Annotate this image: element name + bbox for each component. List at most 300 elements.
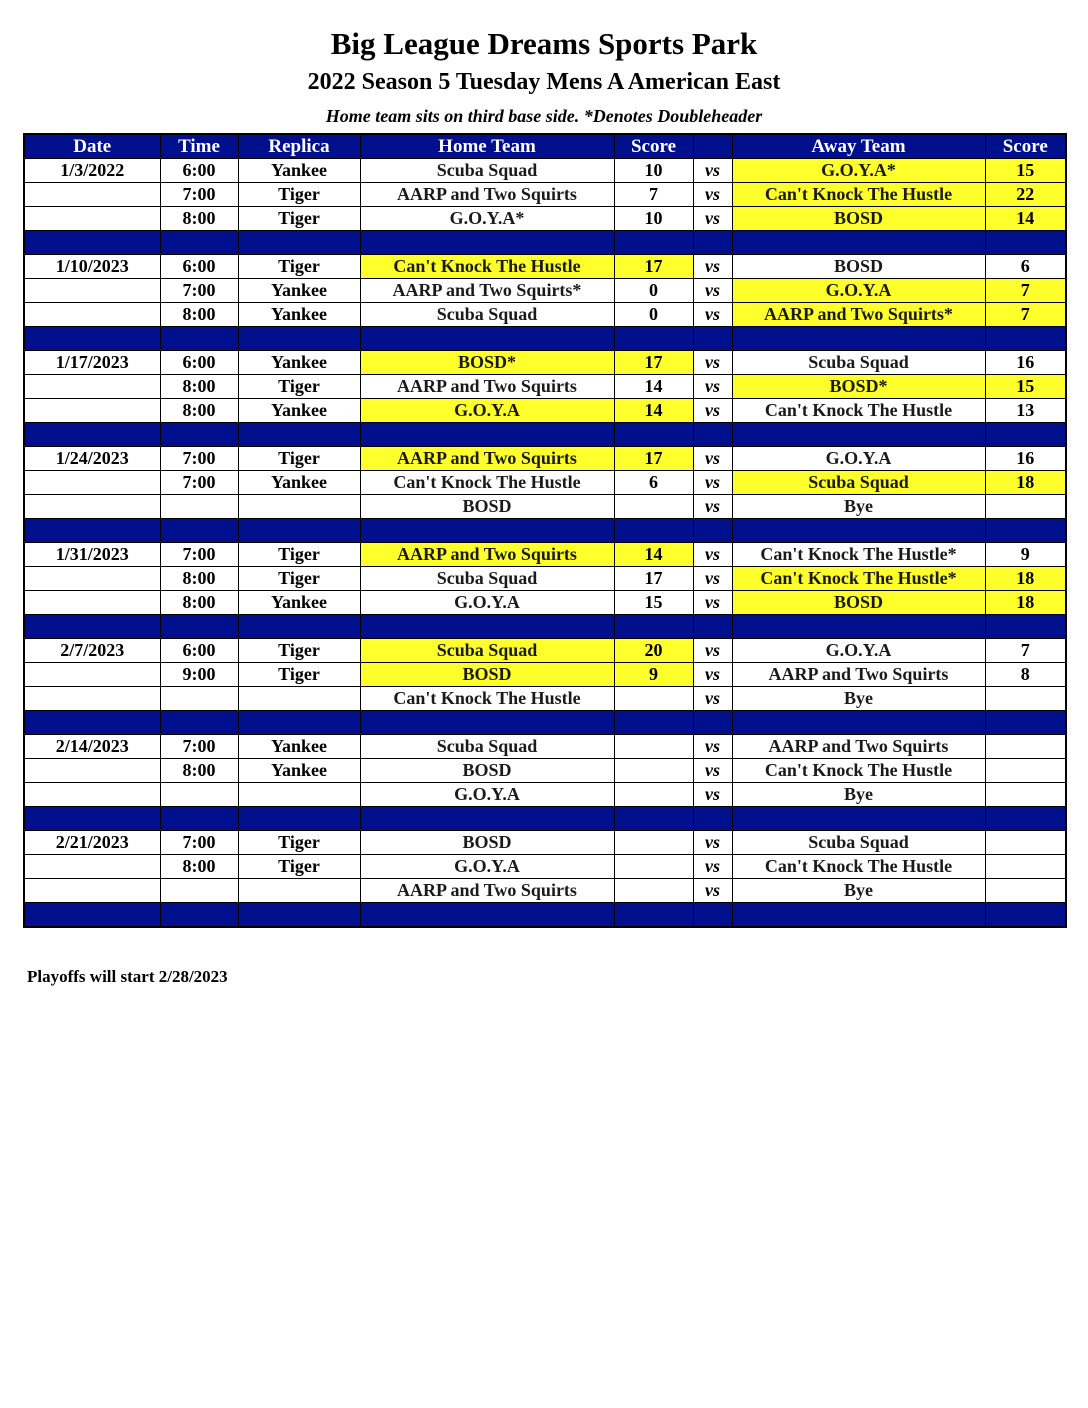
separator-cell: [693, 615, 732, 639]
date-cell: [24, 399, 160, 423]
time-cell: 9:00: [160, 663, 238, 687]
separator-cell: [24, 423, 160, 447]
game-row: [24, 783, 1066, 807]
game-row: [24, 351, 1066, 375]
separator-cell: [614, 231, 693, 255]
vs-label: vs: [693, 159, 732, 183]
separator-cell: [732, 807, 985, 831]
col-header-vs: [693, 134, 732, 159]
replica-cell: Tiger: [238, 255, 360, 279]
separator-cell: [732, 711, 985, 735]
game-row: [24, 543, 1066, 567]
separator-cell: [693, 807, 732, 831]
away-score-cell: [985, 831, 1066, 855]
game-row: [24, 831, 1066, 855]
week-separator: [24, 327, 1066, 351]
away-team-cell: Can't Knock The Hustle*: [732, 567, 985, 591]
game-row: [24, 471, 1066, 495]
separator-cell: [614, 903, 693, 928]
separator-cell: [693, 423, 732, 447]
separator-cell: [160, 903, 238, 928]
replica-cell: Tiger: [238, 639, 360, 663]
away-score-cell: 16: [985, 447, 1066, 471]
home-team-cell: Scuba Squad: [360, 303, 614, 327]
separator-cell: [732, 423, 985, 447]
home-score-cell: 10: [614, 207, 693, 231]
home-score-cell: 7: [614, 183, 693, 207]
game-row: [24, 687, 1066, 711]
game-row: [24, 255, 1066, 279]
replica-cell: Yankee: [238, 591, 360, 615]
separator-cell: [732, 615, 985, 639]
separator-cell: [614, 423, 693, 447]
away-score-cell: [985, 855, 1066, 879]
game-row: [24, 375, 1066, 399]
home-score-cell: 15: [614, 591, 693, 615]
date-cell: 1/10/2023: [24, 255, 160, 279]
vs-label: vs: [693, 447, 732, 471]
home-team-cell: AARP and Two Squirts: [360, 447, 614, 471]
col-header-away-team: Away Team: [732, 134, 985, 159]
time-cell: 7:00: [160, 279, 238, 303]
time-cell: 8:00: [160, 855, 238, 879]
away-team-cell: G.O.Y.A: [732, 639, 985, 663]
time-cell: 8:00: [160, 591, 238, 615]
home-score-cell: [614, 495, 693, 519]
separator-cell: [693, 903, 732, 928]
away-team-cell: G.O.Y.A*: [732, 159, 985, 183]
home-team-cell: G.O.Y.A: [360, 399, 614, 423]
date-cell: [24, 303, 160, 327]
replica-cell: Tiger: [238, 207, 360, 231]
game-row: [24, 639, 1066, 663]
replica-cell: Tiger: [238, 543, 360, 567]
time-cell: 8:00: [160, 399, 238, 423]
separator-cell: [160, 711, 238, 735]
replica-cell: Yankee: [238, 759, 360, 783]
away-team-cell: BOSD: [732, 591, 985, 615]
page-subtitle: 2022 Season 5 Tuesday Mens A American East: [307, 69, 781, 95]
vs-label: vs: [693, 759, 732, 783]
time-cell: 8:00: [160, 567, 238, 591]
away-score-cell: 15: [985, 375, 1066, 399]
home-score-cell: [614, 855, 693, 879]
time-cell: 7:00: [160, 543, 238, 567]
separator-cell: [614, 711, 693, 735]
separator-cell: [160, 423, 238, 447]
game-row: [24, 495, 1066, 519]
separator-cell: [985, 807, 1066, 831]
replica-cell: Yankee: [238, 399, 360, 423]
away-score-cell: 9: [985, 543, 1066, 567]
col-header-home-team: Home Team: [360, 134, 614, 159]
game-row: [24, 207, 1066, 231]
home-team-cell: G.O.Y.A: [360, 591, 614, 615]
home-team-cell: Scuba Squad: [360, 159, 614, 183]
replica-cell: Tiger: [238, 183, 360, 207]
date-cell: [24, 855, 160, 879]
home-team-cell: G.O.Y.A: [360, 855, 614, 879]
time-cell: [160, 495, 238, 519]
game-row: [24, 591, 1066, 615]
separator-cell: [238, 807, 360, 831]
home-score-cell: 9: [614, 663, 693, 687]
away-score-cell: [985, 735, 1066, 759]
separator-cell: [693, 519, 732, 543]
date-cell: [24, 567, 160, 591]
away-score-cell: [985, 759, 1066, 783]
home-score-cell: 17: [614, 447, 693, 471]
separator-cell: [160, 519, 238, 543]
away-score-cell: 13: [985, 399, 1066, 423]
time-cell: 7:00: [160, 471, 238, 495]
home-score-cell: 0: [614, 279, 693, 303]
away-score-cell: 18: [985, 567, 1066, 591]
separator-cell: [360, 327, 614, 351]
separator-cell: [732, 519, 985, 543]
date-cell: 1/31/2023: [24, 543, 160, 567]
vs-label: vs: [693, 831, 732, 855]
away-team-cell: Bye: [732, 687, 985, 711]
home-score-cell: 10: [614, 159, 693, 183]
home-score-cell: [614, 687, 693, 711]
header-row: [24, 134, 1066, 159]
game-row: [24, 447, 1066, 471]
date-cell: [24, 471, 160, 495]
separator-cell: [985, 231, 1066, 255]
time-cell: 6:00: [160, 159, 238, 183]
away-team-cell: Can't Knock The Hustle: [732, 855, 985, 879]
separator-cell: [238, 327, 360, 351]
home-team-cell: G.O.Y.A: [360, 783, 614, 807]
home-team-cell: BOSD: [360, 663, 614, 687]
date-cell: [24, 759, 160, 783]
home-team-cell: BOSD: [360, 831, 614, 855]
home-team-cell: AARP and Two Squirts: [360, 879, 614, 903]
home-score-cell: [614, 783, 693, 807]
date-cell: [24, 783, 160, 807]
col-header-home-score: Score: [614, 134, 693, 159]
time-cell: 8:00: [160, 303, 238, 327]
replica-cell: Yankee: [238, 351, 360, 375]
separator-cell: [732, 327, 985, 351]
date-cell: [24, 879, 160, 903]
separator-cell: [24, 615, 160, 639]
vs-label: vs: [693, 879, 732, 903]
separator-cell: [160, 327, 238, 351]
separator-cell: [238, 423, 360, 447]
playoffs-note: Playoffs will start 2/28/2023: [27, 967, 228, 986]
replica-cell: Tiger: [238, 447, 360, 471]
replica-cell: Yankee: [238, 303, 360, 327]
time-cell: 8:00: [160, 375, 238, 399]
time-cell: 8:00: [160, 759, 238, 783]
page-title: Big League Dreams Sports Park: [330, 26, 758, 61]
separator-cell: [732, 231, 985, 255]
home-score-cell: [614, 735, 693, 759]
time-cell: 6:00: [160, 639, 238, 663]
date-cell: 1/3/2022: [24, 159, 160, 183]
home-score-cell: 17: [614, 351, 693, 375]
schedule-body: [24, 159, 1066, 928]
home-score-cell: 0: [614, 303, 693, 327]
time-cell: 8:00: [160, 207, 238, 231]
away-team-cell: AARP and Two Squirts*: [732, 303, 985, 327]
home-team-cell: Can't Knock The Hustle: [360, 471, 614, 495]
time-cell: 7:00: [160, 183, 238, 207]
time-cell: 7:00: [160, 735, 238, 759]
date-cell: 2/7/2023: [24, 639, 160, 663]
away-team-cell: Scuba Squad: [732, 471, 985, 495]
game-row: [24, 663, 1066, 687]
date-cell: [24, 183, 160, 207]
away-score-cell: [985, 879, 1066, 903]
separator-cell: [238, 519, 360, 543]
time-cell: 7:00: [160, 831, 238, 855]
away-team-cell: G.O.Y.A: [732, 447, 985, 471]
replica-cell: Tiger: [238, 831, 360, 855]
home-score-cell: 14: [614, 375, 693, 399]
vs-label: vs: [693, 855, 732, 879]
away-score-cell: 7: [985, 639, 1066, 663]
home-team-cell: AARP and Two Squirts: [360, 183, 614, 207]
home-score-cell: 14: [614, 399, 693, 423]
game-row: [24, 855, 1066, 879]
vs-label: vs: [693, 399, 732, 423]
week-separator: [24, 615, 1066, 639]
date-cell: 1/17/2023: [24, 351, 160, 375]
week-separator: [24, 903, 1066, 928]
replica-cell: Yankee: [238, 735, 360, 759]
col-header-away-score: Score: [985, 134, 1066, 159]
separator-cell: [614, 327, 693, 351]
vs-label: vs: [693, 543, 732, 567]
home-score-cell: [614, 759, 693, 783]
home-score-cell: 17: [614, 255, 693, 279]
schedule-table: [23, 133, 1067, 928]
away-team-cell: Can't Knock The Hustle: [732, 183, 985, 207]
week-separator: [24, 519, 1066, 543]
separator-cell: [24, 519, 160, 543]
vs-label: vs: [693, 735, 732, 759]
separator-cell: [24, 327, 160, 351]
date-cell: [24, 663, 160, 687]
home-team-cell: Scuba Squad: [360, 735, 614, 759]
date-cell: 2/14/2023: [24, 735, 160, 759]
date-cell: 2/21/2023: [24, 831, 160, 855]
date-cell: [24, 495, 160, 519]
separator-cell: [360, 807, 614, 831]
date-cell: [24, 591, 160, 615]
home-team-cell: BOSD: [360, 759, 614, 783]
away-team-cell: AARP and Two Squirts: [732, 663, 985, 687]
separator-cell: [238, 711, 360, 735]
home-team-cell: BOSD: [360, 495, 614, 519]
game-row: [24, 759, 1066, 783]
separator-cell: [985, 423, 1066, 447]
vs-label: vs: [693, 663, 732, 687]
vs-label: vs: [693, 471, 732, 495]
away-score-cell: 8: [985, 663, 1066, 687]
away-team-cell: Scuba Squad: [732, 831, 985, 855]
away-team-cell: BOSD*: [732, 375, 985, 399]
separator-cell: [360, 711, 614, 735]
doubleheader-note: Home team sits on third base side. *Denotes Doubleheader: [325, 106, 763, 126]
away-team-cell: BOSD: [732, 255, 985, 279]
col-header-time: Time: [160, 134, 238, 159]
home-team-cell: AARP and Two Squirts: [360, 375, 614, 399]
home-score-cell: [614, 831, 693, 855]
separator-cell: [360, 903, 614, 928]
vs-label: vs: [693, 687, 732, 711]
replica-cell: Yankee: [238, 471, 360, 495]
home-team-cell: BOSD*: [360, 351, 614, 375]
home-score-cell: 6: [614, 471, 693, 495]
away-score-cell: 22: [985, 183, 1066, 207]
separator-cell: [238, 231, 360, 255]
game-row: [24, 183, 1066, 207]
time-cell: [160, 687, 238, 711]
away-score-cell: 16: [985, 351, 1066, 375]
col-header-date: Date: [24, 134, 160, 159]
away-team-cell: Bye: [732, 879, 985, 903]
home-team-cell: Can't Knock The Hustle: [360, 255, 614, 279]
away-score-cell: 18: [985, 591, 1066, 615]
col-header-replica: Replica: [238, 134, 360, 159]
separator-cell: [614, 615, 693, 639]
separator-cell: [985, 519, 1066, 543]
week-separator: [24, 711, 1066, 735]
game-row: [24, 567, 1066, 591]
separator-cell: [614, 519, 693, 543]
vs-label: vs: [693, 255, 732, 279]
vs-label: vs: [693, 591, 732, 615]
vs-label: vs: [693, 207, 732, 231]
home-score-cell: 14: [614, 543, 693, 567]
game-row: [24, 279, 1066, 303]
away-team-cell: Can't Knock The Hustle*: [732, 543, 985, 567]
date-cell: [24, 279, 160, 303]
date-cell: [24, 207, 160, 231]
separator-cell: [160, 807, 238, 831]
away-score-cell: [985, 495, 1066, 519]
vs-label: vs: [693, 303, 732, 327]
week-separator: [24, 807, 1066, 831]
date-cell: 1/24/2023: [24, 447, 160, 471]
home-team-cell: G.O.Y.A*: [360, 207, 614, 231]
separator-cell: [160, 231, 238, 255]
vs-label: vs: [693, 495, 732, 519]
replica-cell: Yankee: [238, 279, 360, 303]
separator-cell: [160, 615, 238, 639]
home-score-cell: 20: [614, 639, 693, 663]
game-row: [24, 735, 1066, 759]
week-separator: [24, 231, 1066, 255]
separator-cell: [693, 231, 732, 255]
separator-cell: [360, 231, 614, 255]
vs-label: vs: [693, 351, 732, 375]
separator-cell: [985, 903, 1066, 928]
away-team-cell: AARP and Two Squirts: [732, 735, 985, 759]
separator-cell: [985, 327, 1066, 351]
replica-cell: [238, 687, 360, 711]
away-team-cell: Scuba Squad: [732, 351, 985, 375]
away-score-cell: 7: [985, 303, 1066, 327]
home-team-cell: Scuba Squad: [360, 567, 614, 591]
separator-cell: [24, 711, 160, 735]
separator-cell: [360, 615, 614, 639]
separator-cell: [985, 615, 1066, 639]
home-team-cell: Can't Knock The Hustle: [360, 687, 614, 711]
replica-cell: Tiger: [238, 855, 360, 879]
time-cell: 7:00: [160, 447, 238, 471]
time-cell: 6:00: [160, 255, 238, 279]
time-cell: 6:00: [160, 351, 238, 375]
separator-cell: [238, 903, 360, 928]
separator-cell: [693, 711, 732, 735]
away-score-cell: 14: [985, 207, 1066, 231]
away-score-cell: 15: [985, 159, 1066, 183]
game-row: [24, 303, 1066, 327]
away-score-cell: [985, 783, 1066, 807]
away-team-cell: Bye: [732, 783, 985, 807]
replica-cell: [238, 495, 360, 519]
vs-label: vs: [693, 375, 732, 399]
week-separator: [24, 423, 1066, 447]
vs-label: vs: [693, 783, 732, 807]
time-cell: [160, 783, 238, 807]
home-team-cell: AARP and Two Squirts*: [360, 279, 614, 303]
away-score-cell: 7: [985, 279, 1066, 303]
home-team-cell: Scuba Squad: [360, 639, 614, 663]
date-cell: [24, 375, 160, 399]
separator-cell: [24, 903, 160, 928]
away-score-cell: [985, 687, 1066, 711]
separator-cell: [238, 615, 360, 639]
separator-cell: [732, 903, 985, 928]
vs-label: vs: [693, 639, 732, 663]
vs-label: vs: [693, 183, 732, 207]
away-team-cell: Can't Knock The Hustle: [732, 399, 985, 423]
replica-cell: [238, 879, 360, 903]
separator-cell: [24, 231, 160, 255]
replica-cell: [238, 783, 360, 807]
replica-cell: Tiger: [238, 567, 360, 591]
away-score-cell: 6: [985, 255, 1066, 279]
date-cell: [24, 687, 160, 711]
home-score-cell: [614, 879, 693, 903]
replica-cell: Tiger: [238, 663, 360, 687]
separator-cell: [360, 519, 614, 543]
home-score-cell: 17: [614, 567, 693, 591]
game-row: [24, 879, 1066, 903]
separator-cell: [985, 711, 1066, 735]
away-team-cell: G.O.Y.A: [732, 279, 985, 303]
replica-cell: Tiger: [238, 375, 360, 399]
separator-cell: [614, 807, 693, 831]
time-cell: [160, 879, 238, 903]
away-team-cell: Can't Knock The Hustle: [732, 759, 985, 783]
away-team-cell: BOSD: [732, 207, 985, 231]
vs-label: vs: [693, 279, 732, 303]
replica-cell: Yankee: [238, 159, 360, 183]
game-row: [24, 399, 1066, 423]
away-score-cell: 18: [985, 471, 1066, 495]
separator-cell: [360, 423, 614, 447]
game-row: [24, 159, 1066, 183]
separator-cell: [693, 327, 732, 351]
away-team-cell: Bye: [732, 495, 985, 519]
